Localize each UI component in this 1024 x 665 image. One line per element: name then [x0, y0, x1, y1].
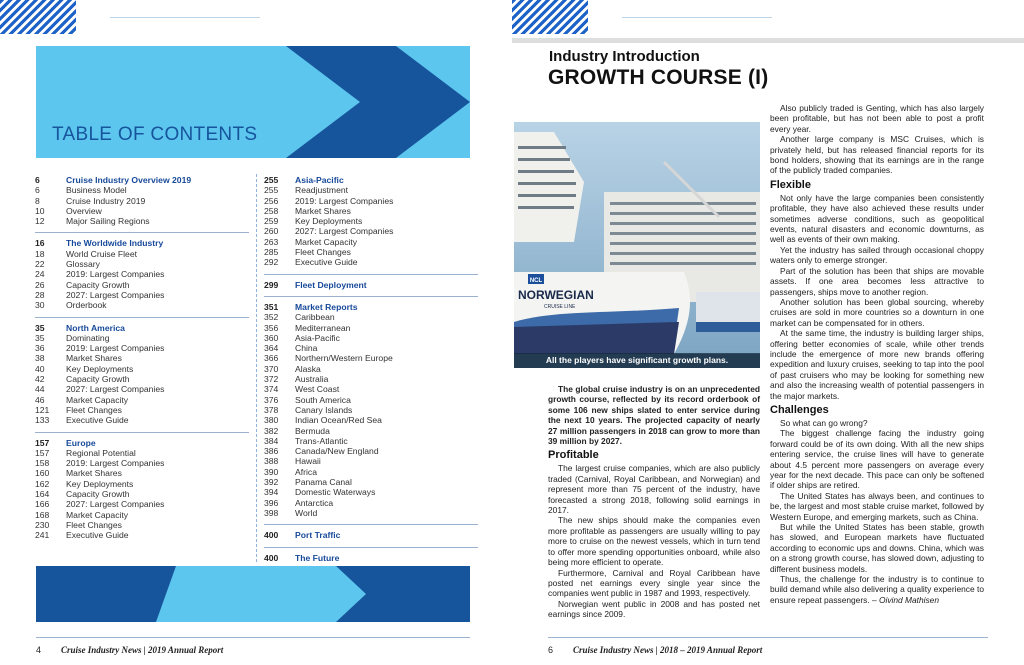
toc-entry[interactable] — [264, 436, 478, 446]
toc-entry[interactable] — [264, 196, 478, 206]
toc-entry-label: Capacity Growth — [66, 279, 130, 290]
toc-page-number: 400 — [264, 552, 279, 563]
paragraph: Not only have the large companies been consistently profitable, they have also achieved these results under sometimes adverse conditions, such as geopolitical events, natural disasters and economic downturns, as well as events of their own making. — [770, 192, 984, 245]
publication-name: Cruise Industry News | 2018 – 2019 Annual Report — [573, 645, 763, 655]
toc-page-number: 392 — [264, 477, 279, 488]
toc-page-number: 26 — [35, 279, 45, 290]
toc-entry[interactable] — [35, 343, 249, 353]
toc-entry-label: Major Sailing Regions — [66, 216, 150, 227]
page-number: 4 — [36, 645, 42, 655]
toc-page-number: 6 — [35, 185, 40, 196]
toc-entry[interactable] — [264, 374, 478, 384]
toc-page-number: 256 — [264, 195, 279, 206]
toc-entry[interactable] — [264, 216, 478, 226]
toc-page-number: 162 — [35, 478, 50, 489]
toc-page-number: 133 — [35, 415, 50, 426]
toc-page-number: 18 — [35, 248, 45, 259]
toc-entry[interactable] — [264, 384, 478, 394]
toc-page-number: 285 — [264, 247, 279, 258]
toc-page-number: 158 — [35, 458, 50, 469]
toc-entry[interactable] — [35, 300, 249, 310]
footer-rule — [36, 637, 470, 638]
toc-entry-label: Indian Ocean/Red Sea — [295, 415, 382, 426]
toc-entry[interactable] — [35, 458, 249, 468]
toc-entry-label: Market Shares — [66, 468, 122, 479]
toc-entry-label: Panama Canal — [295, 477, 352, 488]
toc-page-number: 263 — [264, 236, 279, 247]
page-number: 6 — [548, 645, 554, 655]
toc-entry[interactable] — [264, 257, 478, 267]
toc-page-number: 372 — [264, 374, 279, 385]
toc-entry-label: Key Deployments — [295, 216, 363, 227]
toc-entry[interactable] — [35, 415, 249, 425]
footer-banner — [36, 566, 470, 622]
subhead-challenges: Challenges — [770, 403, 829, 416]
toc-entry[interactable] — [35, 259, 249, 269]
toc-entry-label: 2027: Largest Companies — [295, 226, 394, 237]
toc-entry[interactable] — [35, 216, 249, 226]
toc-section — [264, 175, 478, 275]
toc-page-number: 8 — [35, 195, 40, 206]
paragraph-text: Thus, the challenge for the industry is to continue to build demand while also delivering a quality experience to ensure repeat passengers. – — [770, 574, 984, 605]
toc-entry[interactable] — [264, 415, 478, 425]
toc-section — [35, 175, 249, 233]
toc-entry[interactable] — [35, 249, 249, 259]
toc-page-number: 299 — [264, 279, 279, 290]
toc-entry-label: 2027: Largest Companies — [66, 289, 165, 300]
toc-entry[interactable] — [264, 456, 478, 466]
toc-entry[interactable] — [35, 364, 249, 374]
toc-entry-label: Readjustment — [295, 185, 349, 196]
ship-sub-text: CRUISE LINE — [544, 304, 576, 310]
toc-entry[interactable] — [264, 487, 478, 497]
toc-entry[interactable] — [35, 353, 249, 363]
toc-entry-label: Asia-Pacific — [295, 175, 344, 185]
toc-entry-label: China — [295, 343, 318, 354]
toc-entry[interactable] — [35, 520, 249, 530]
toc-page-number: 386 — [264, 446, 279, 457]
toc-entry-label: Caribbean — [295, 312, 335, 323]
toc-entry-label: World — [295, 507, 318, 518]
subhead-profitable: Profitable — [548, 449, 599, 462]
toc-page-number: 360 — [264, 332, 279, 343]
toc-entry[interactable] — [35, 510, 249, 520]
publication-name: Cruise Industry News | 2019 Annual Report — [61, 645, 224, 655]
toc-entry-label: Glossary — [66, 259, 100, 270]
article-headline: GROWTH COURSE (I) — [548, 66, 769, 89]
toc-entry[interactable] — [35, 530, 249, 540]
toc-page-number: 260 — [264, 226, 279, 237]
toc-page-number: 370 — [264, 363, 279, 374]
toc-entry-label: 2027: Largest Companies — [66, 499, 165, 510]
toc-entry[interactable] — [264, 343, 478, 353]
toc-entry-label: The Worldwide Industry — [66, 238, 164, 249]
toc-page-number: 35 — [35, 322, 45, 333]
toc-entry[interactable] — [264, 395, 478, 405]
subhead-flexible: Flexible — [770, 178, 811, 191]
toc-entry-label: 2019: Largest Companies — [66, 343, 165, 354]
toc-entry[interactable] — [264, 185, 478, 195]
paragraph: Furthermore, Carnival and Royal Caribbean have posted net earnings every single year since the companies went public in 1987 and 1993, respectively. — [548, 567, 760, 599]
toc-page-number: 38 — [35, 353, 45, 364]
toc-page-number: 166 — [35, 499, 50, 510]
toc-page-number: 40 — [35, 363, 45, 374]
section-kicker: Industry Introduction — [549, 48, 700, 65]
toc-page-number: 374 — [264, 384, 279, 395]
toc-entry-label: 2019: Largest Companies — [66, 458, 165, 469]
toc-entry-label: Key Deployments — [66, 478, 134, 489]
toc-page-number: 28 — [35, 289, 45, 300]
toc-page-number: 255 — [264, 185, 279, 196]
ship-name-text: NORWEGIAN — [518, 288, 594, 302]
toc-entry-label: Hawaii — [295, 456, 321, 467]
toc-entry[interactable] — [35, 468, 249, 478]
paragraph: The largest cruise companies, which are also publicly traded (Carnival, Royal Caribbean, and Norwegian) and represent more than 75 percent of the industry, have forecasted a strong 2018, following solid earnings in 2017. — [548, 463, 760, 516]
toc-page-number: 30 — [35, 300, 45, 311]
toc-entry-label: Orderbook — [66, 300, 107, 311]
paragraph-final — [770, 574, 984, 605]
toc-page-number: 366 — [264, 353, 279, 364]
paragraph: At the same time, the industry is building larger ships, offering better economies of scale, while other trends include the emergence of more new brands offering expedition and luxury cruises, seeking to tap into the pool of past cruisers who may be looking for something new and also the increasing wealth of potential passengers in the major markets. — [770, 328, 984, 401]
toc-page-number: 376 — [264, 394, 279, 405]
paragraph: Also publicly traded is Genting, which has also largely been profitable, but has not been able to post a profit every year. — [770, 103, 984, 134]
toc-entry[interactable] — [264, 312, 478, 322]
toc-section — [35, 438, 249, 547]
right-page — [512, 0, 1024, 665]
toc-column-1 — [35, 175, 249, 552]
toc-entry-label: Executive Guide — [66, 530, 129, 541]
toc-entry-label: Capacity Growth — [66, 374, 130, 385]
toc-page-number: 12 — [35, 216, 45, 227]
toc-section — [264, 302, 478, 525]
toc-entry[interactable] — [264, 353, 478, 363]
toc-section — [35, 238, 249, 317]
toc-page-number: 230 — [35, 519, 50, 530]
toc-entry[interactable] — [35, 206, 249, 216]
toc-page-number: 396 — [264, 497, 279, 508]
toc-entry-label: Northern/Western Europe — [295, 353, 393, 364]
paragraph: Yet the industry has sailed through occasional choppy waters only to emerge stronger. — [770, 244, 984, 266]
toc-entry[interactable] — [35, 395, 249, 405]
toc-entry-label: World Cruise Fleet — [66, 248, 137, 259]
toc-page-number: 157 — [35, 447, 50, 458]
paragraph: Norwegian went public in 2008 and has posted net earnings since 2009. — [548, 598, 760, 620]
toc-page-number: 400 — [264, 530, 279, 541]
toc-page-number: 16 — [35, 238, 45, 249]
toc-section-heading[interactable] — [264, 553, 478, 563]
toc-entry[interactable] — [35, 374, 249, 384]
paragraph: So what can go wrong? — [780, 417, 868, 428]
toc-entry[interactable] — [264, 323, 478, 333]
toc-page-number: 382 — [264, 425, 279, 436]
paragraph: But while the United States has been stable, growth has slowed, and European markets have fluctuated according to economic ups and downs. China, which was on a strong growth course, has slowed down, adjusting to different business models. — [770, 522, 984, 574]
toc-entry[interactable] — [264, 247, 478, 257]
toc-section-heading[interactable] — [264, 175, 478, 185]
toc-entry[interactable] — [264, 426, 478, 436]
toc-entry[interactable] — [264, 508, 478, 518]
footer-banner-graphic — [36, 566, 470, 622]
paragraph: The biggest challenge facing the industry going forward could be of its own doing. With all the new ships entering service, the cruise lines will have to generate about 4.5 percent more passengers on average every year for the next decade. This pace can only be softened if older ships are retired. — [770, 428, 984, 491]
footer-rule — [548, 637, 988, 638]
toc-entry-label: Market Capacity — [295, 236, 358, 247]
toc-entry[interactable] — [264, 206, 478, 216]
toc-entry-label: The Future — [295, 552, 340, 563]
toc-section-heading[interactable] — [35, 438, 249, 448]
corner-hatch-decoration — [0, 0, 76, 34]
header-band — [512, 38, 1024, 43]
toc-page-number: 121 — [35, 404, 50, 415]
toc-entry[interactable] — [35, 280, 249, 290]
toc-entry-label: Market Capacity — [66, 509, 129, 520]
toc-page-number: 398 — [264, 507, 279, 518]
toc-entry[interactable] — [264, 498, 478, 508]
toc-section — [35, 323, 249, 433]
toc-entry-label: Market Shares — [295, 205, 351, 216]
toc-page-number: 292 — [264, 257, 279, 268]
toc-entry-label: Overview — [66, 205, 102, 216]
toc-page-number: 46 — [35, 394, 45, 405]
toc-page-number: 164 — [35, 489, 50, 500]
toc-entry-label: Executive Guide — [66, 415, 129, 426]
toc-entry-label: Market Shares — [66, 353, 122, 364]
toc-entry-label: Mediterranean — [295, 322, 351, 333]
toc-entry[interactable] — [35, 384, 249, 394]
toc-entry-label: Australia — [295, 374, 329, 385]
right-page-footer — [548, 645, 762, 655]
toc-entry-label: Cruise Industry 2019 — [66, 195, 146, 206]
toc-entry[interactable] — [35, 448, 249, 458]
toc-page-number: 378 — [264, 404, 279, 415]
paragraph: Part of the solution has been that ships are movable assets. If one area becomes less attractive to passengers, ships move to another region. — [770, 265, 984, 297]
toc-section-heading[interactable] — [264, 530, 478, 540]
toc-entry-label: West Coast — [295, 384, 340, 395]
toc-entry-label: Canada/New England — [295, 446, 379, 457]
toc-page-number: 351 — [264, 301, 279, 312]
toc-page-number: 36 — [35, 343, 45, 354]
toc-page-number: 42 — [35, 374, 45, 385]
toc-page-number: 255 — [264, 175, 279, 185]
toc-entry-label: Cruise Industry Overview 2019 — [66, 175, 192, 185]
toc-section-heading[interactable] — [264, 280, 478, 290]
toc-entry-label: Dominating — [66, 332, 110, 343]
toc-entry-label: Fleet Deployment — [295, 279, 367, 290]
top-rule — [110, 17, 260, 18]
article-lead: The global cruise industry is on an unprecedented growth course, reflected by its record orderbook of some 106 new ships slated to enter service during the next 10 years. The projected capacity of nearly 27 million passengers in 2018 can grow to more than 39 million by 2027. — [548, 384, 760, 447]
toc-entry[interactable] — [264, 477, 478, 487]
toc-page-number: 6 — [35, 175, 40, 185]
article-column-left — [548, 384, 760, 620]
toc-entry[interactable] — [35, 196, 249, 206]
toc-entry[interactable] — [35, 499, 249, 509]
toc-page-number: 258 — [264, 205, 279, 216]
toc-page-number: 44 — [35, 384, 45, 395]
ship-logo-text: NCL — [529, 278, 543, 284]
toc-page-number: 384 — [264, 435, 279, 446]
paragraph: The new ships should make the companies even more profitable as passengers are usually willing to pay more to cruise on the newest vessels, which in turn tend to offer more spending opportunities onboard, while also being more efficient to operate. — [548, 515, 760, 568]
toc-entry-label: Canary Islands — [295, 404, 353, 415]
toc-entry[interactable] — [35, 489, 249, 499]
toc-page-number: 241 — [35, 530, 50, 541]
toc-entry-label: Executive Guide — [295, 257, 358, 268]
toc-entry[interactable] — [264, 237, 478, 247]
toc-page-number: 35 — [35, 332, 45, 343]
toc-entry-label: South America — [295, 394, 351, 405]
toc-entry[interactable] — [264, 467, 478, 477]
toc-entry-label: Fleet Changes — [66, 404, 122, 415]
toc-entry-label: 2027: Largest Companies — [66, 384, 165, 395]
toc-page-number: 157 — [35, 437, 50, 448]
toc-title: TABLE OF CONTENTS — [52, 124, 258, 145]
toc-entry[interactable] — [35, 290, 249, 300]
toc-column-2 — [264, 175, 478, 574]
cruise-ship-illustration — [514, 122, 760, 368]
paragraph: The United States has always been, and continues to be, the largest and most stable cruise market, followed by Western Europe, and emerging markets, such as China. — [770, 490, 984, 522]
ship-photo — [514, 122, 760, 368]
toc-page-number: 352 — [264, 312, 279, 323]
left-page-footer — [36, 645, 223, 655]
toc-page-number: 22 — [35, 259, 45, 270]
toc-entry-label: Fleet Changes — [295, 247, 351, 258]
toc-page-number: 390 — [264, 466, 279, 477]
toc-entry[interactable] — [35, 405, 249, 415]
toc-page-number: 388 — [264, 456, 279, 467]
toc-page-number: 10 — [35, 205, 45, 216]
author-byline: Oivind Mathisen — [878, 594, 940, 605]
toc-entry[interactable] — [264, 364, 478, 374]
toc-entry[interactable] — [35, 479, 249, 489]
toc-entry-label: Asia-Pacific — [295, 332, 340, 343]
toc-entry[interactable] — [264, 226, 478, 236]
toc-entry-label: Trans-Atlantic — [295, 435, 348, 446]
toc-entry-label: Capacity Growth — [66, 489, 130, 500]
toc-section-heading[interactable] — [35, 175, 249, 185]
toc-page-number: 24 — [35, 269, 45, 280]
toc-entry-label: Port Traffic — [295, 530, 341, 541]
toc-page-number: 259 — [264, 216, 279, 227]
toc-entry-label: Business Model — [66, 185, 127, 196]
toc-entry-label: Market Capacity — [66, 394, 129, 405]
toc-entry-label: Market Reports — [295, 301, 358, 312]
toc-entry-label: Antarctica — [295, 497, 334, 508]
toc-entry-label: Fleet Changes — [66, 519, 122, 530]
corner-hatch-decoration — [512, 0, 588, 34]
toc-entry[interactable] — [264, 405, 478, 415]
toc-entry[interactable] — [35, 333, 249, 343]
toc-column-divider — [256, 174, 257, 562]
toc-section-heading[interactable] — [264, 302, 478, 312]
toc-page-number: 364 — [264, 343, 279, 354]
toc-section — [264, 530, 478, 547]
toc-page-number: 380 — [264, 415, 279, 426]
toc-entry-label: Alaska — [295, 363, 321, 374]
toc-page-number: 160 — [35, 468, 50, 479]
paragraph: Another solution has been global sourcing, whereby cruises are sold in more countries so a downturn in one market can be compensated for in others. — [770, 296, 984, 328]
toc-entry-label: North America — [66, 322, 125, 333]
toc-entry-label: 2019: Largest Companies — [66, 269, 165, 280]
toc-page-number: 356 — [264, 322, 279, 333]
toc-section-heading[interactable] — [35, 238, 249, 248]
toc-entry-label: Bermuda — [295, 425, 330, 436]
article-column-right — [770, 103, 984, 605]
toc-entry-label: Africa — [295, 466, 317, 477]
toc-entry-label: Key Deployments — [66, 363, 134, 374]
toc-page-number: 394 — [264, 487, 279, 498]
toc-entry-label: Domestic Waterways — [295, 487, 376, 498]
toc-page-number: 168 — [35, 509, 50, 520]
toc-entry[interactable] — [264, 446, 478, 456]
toc-entry[interactable] — [35, 269, 249, 279]
paragraph: Another large company is MSC Cruises, which is privately held, but has released financial reports for its bond holders, showing that its earnings are in the range of the publicly traded companies. — [770, 134, 984, 176]
toc-entry[interactable] — [264, 333, 478, 343]
top-rule — [622, 17, 772, 18]
toc-section — [264, 280, 478, 297]
toc-entry-label: Europe — [66, 437, 96, 448]
toc-section-heading[interactable] — [35, 323, 249, 333]
toc-entry-label: Regional Potential — [66, 447, 136, 458]
toc-entry[interactable] — [35, 185, 249, 195]
photo-caption: All the players have significant growth plans. — [514, 353, 760, 368]
toc-entry-label: 2019: Largest Companies — [295, 195, 394, 206]
